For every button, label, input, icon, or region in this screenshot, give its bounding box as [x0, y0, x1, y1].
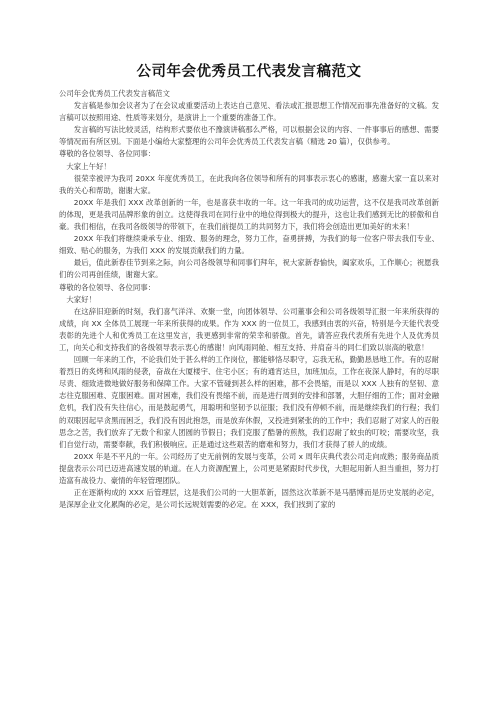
- paragraph: 20XX 年是不平凡的一年。公司经历了史无前例的发展与变革，公司 x 周年庆典代表公司走向成熟；服务商品质提盘表示公司已迈进高速发展的轨道。在人力资源配置上，公司更是紧跟时代步伐，大胆起用新人担当重担，努力打造富有战役力、豪情的年轻管理团队。: [59, 451, 439, 485]
- paragraph: 20XX 年是我们 XXX 改革创新的一年，也是喜获丰收的一年。这一年我司的成功运营，这不仅是我司改革创新的体现，更是我司品牌形象的创立。这使得我司在同行业中的地位得到极大的提升，这也让我们感到无比的骄傲和自豪。我们相信，在我司各级领导的带领下，在我们前提员工的共同努力下，我们将会创造出更加美好的未来！: [59, 197, 439, 232]
- paragraph: 在这辞旧迎新的时刻，我们喜气洋洋、欢聚一堂，向团体领导、公司董事会和公司各级领导汇报一年来所获得的成绩，向 XX 全体员工展现一年来所获得的成果。作为 XXX 的一位员工，我感到由衷的兴奋，特别是今天能代表受表彰的先进个人和优秀员工在这里发言，我更感到非常的荣幸和骄傲。首先，请答应我代表所有先进个人及优秀员工，向关心和支持我们的各级领导表示衷心的感谢！向风雨同舱、相互支持、并肩奋斗的同仁们致以崇高的敬意！: [59, 306, 439, 352]
- salutation: 尊敬的各位领导、各位同事：: [59, 149, 156, 159]
- salutation: 尊敬的各位领导、各位同事：: [59, 282, 156, 292]
- paragraph: 发言稿是参加会议者为了在会议或重要活动上表达自己意见、看法或汇报思想工作情况而事先准备好的文稿。发言稿可以按照用途、性质等来划分，是演讲上一个重要的准备工作。: [59, 101, 439, 123]
- paragraph: 20XX 年我们将继续秉承专业、细致、服务的理念，努力工作，奋勇拼搏，为我们的每一位客户带去我们专业、细致、贴心的服务，为我们 XXX 的发展贡献我们的力量。: [59, 234, 439, 256]
- paragraph: 公司年会优秀员工代表发言稿范文: [59, 89, 170, 98]
- document-title: 公司年会优秀员工代表发言稿范文: [136, 64, 362, 80]
- paragraph: 最后，值此新春佳节到来之际，向公司各级领导和同事们拜年，祝大家新春愉快，阖家欢乐，工作顺心；祝愿我们的公司再创佳绩，谢谢大家。: [59, 258, 439, 280]
- document-body: [59, 88, 439, 511]
- paragraph: 发言稿的写法比较灵活，结构形式要依也不豫演讲稿那么严格，可以根据会议的内容、一件事事后的感想、需要等情况而有所区别。下面是小编给大家整理的公司年会优秀员工代表发言稿（精选 20 篇），仅供参考。: [59, 125, 439, 147]
- paragraph: 正在逐渐构成的 XXX 后管理层，这是我们公司的一大胆革新，固然这次革新不是马腊博而是历史发展的必定，是深厚企业文化累陶的必定，是公司长远规划需要的必定。在 XXX，我们找到了家的: [59, 488, 439, 510]
- greeting: 大家好！: [66, 294, 96, 304]
- paragraph: 很荣幸被评为我司 20XX 年度优秀员工，在此我向各位领导和所有的同事表示衷心的感谢，感谢大家一直以来对我的关心和帮助，谢谢大家。: [59, 173, 439, 195]
- greeting: 大家上午好！: [66, 161, 111, 171]
- paragraph: 回顾一年来的工作，不论我们处于甚么样的工作岗位，都能够恪尽职守，忘我无私，勤勤恳恳地工作。有的忍耐着烈日的炙烤和风雨的侵袭，奋战在大厦楼宇、住宅小区；有的通宵达旦，加班加点，工作在夜深人静时，有的尽职尽责、细致进微地做好服务和保障工作。大家不管碰到甚么样的困难，都不会畏缩，而是以 XXX 人独有的坚韧、意志往克服困难、克服困难。面对困难，我们没有畏缩不前，而是进行周到的安排和部署，大胆仔细的工作；面对金融危机，我们没有失往信心，而是鼓起勇气，用聪明和坚韧予以征服；我们没有停顿不前，而是继续我们的行程；我们的双眼因起早贪黑而困乏，我们没有因此抱怨，而是放弃休假，又投进到紧张的的工作中；我们忍耐了对家人的百般思念之苦，我们放弃了无数个和家人团圆的节假日；我们克服了酷暑的煎熬，我们忍耐了蚊虫的叮咬；需要攻坚，我们自觉行动，需要奉献，我们积极响应。正是通过这些艰苦的磨难和努力，我们才获得了骄人的成绩。: [59, 355, 439, 449]
